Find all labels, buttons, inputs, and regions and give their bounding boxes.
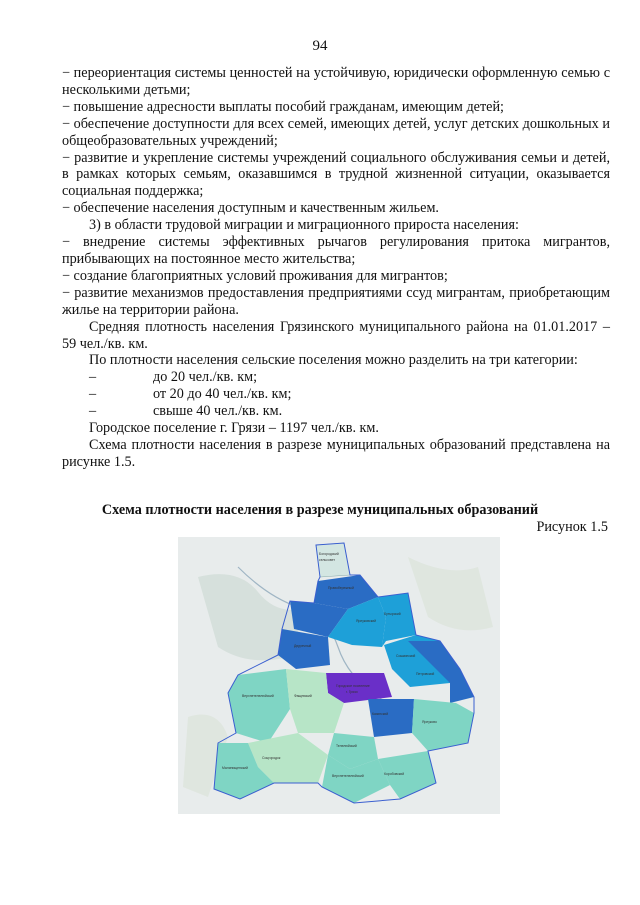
paragraph: − обеспечение населения доступным и качественным жильем. [62, 200, 439, 217]
region-label: Бутырский [384, 612, 401, 616]
paragraph: Схема плотности населения в разрезе муниципальных образований представлена на рисунке 1.5. [62, 436, 610, 470]
region-label: Верхнетелелюйский [242, 694, 274, 698]
list-item-text: от 20 до 40 чел./кв. км; [153, 386, 292, 403]
region-label: Малинищенский [222, 766, 248, 770]
paragraph: По плотности населения сельские поселения можно разделить на три категории: [89, 352, 578, 369]
paragraph: − обеспечение доступности для всех семей, имеющих детей, услуг детских дошкольных и общеобразовательных учреждений; [62, 115, 610, 149]
region-label: Телелюйский [336, 744, 357, 748]
region-label: Двуречный [294, 644, 312, 648]
paragraph: Городское поселение г. Грязи – 1197 чел./кв. км. [89, 420, 379, 437]
page-number: 94 [312, 38, 328, 54]
region-label: г. Грязи [346, 690, 358, 694]
paragraph: − повышение адресности выплаты пособий гражданам, имеющим детей; [62, 98, 504, 115]
body-text [62, 65, 610, 471]
region-label: Соцгородок [262, 756, 281, 760]
list-dash: – [89, 386, 97, 403]
region-label: Городское поселение [336, 684, 370, 688]
list-dash: – [89, 369, 97, 386]
figure-label: Рисунок 1.5 [536, 519, 608, 535]
paragraph: − создание благоприятных условий проживания для мигрантов; [62, 267, 448, 284]
region-label: Богородский [319, 552, 339, 556]
paragraph: Средняя плотность населения Грязинского муниципального района на 01.01.2017 – 59 чел./кв. км. [62, 318, 610, 352]
list-item-text: свыше 40 чел./кв. км. [153, 403, 283, 420]
region-label: Сошкинский [396, 654, 416, 658]
region-label: сельсовет [319, 558, 335, 562]
figure-title: Схема плотности населения в разрезе муниципальных образований [101, 502, 539, 518]
list-dash: – [89, 403, 97, 420]
region-label: Ярлуковский [356, 619, 377, 623]
region-label: Казинский [372, 712, 389, 716]
paragraph: − развитие механизмов предоставления предприятиями ссуд мигрантам, приобретающим жилье на территории района. [62, 284, 610, 318]
paragraph: − внедрение системы эффективных рычагов регулирования притока мигрантов, прибывающих на постоянное место жительства; [62, 234, 610, 267]
list-item [62, 369, 610, 386]
list-item-text: до 20 чел./кв. км; [153, 369, 258, 386]
region-label: Правобережный [328, 586, 354, 590]
density-map [178, 537, 500, 814]
region-label: Петровский [416, 672, 435, 676]
density-map-svg [178, 537, 500, 814]
paragraph: − переориентация системы ценностей на устойчивую, юридически оформленную семью с несколькими детьми; [62, 65, 610, 98]
region-center [368, 699, 414, 737]
paragraph: − развитие и укрепление системы учреждений социального обслуживания семьи и детей, в рамках которых семьям, оказавшимся в трудной жизненной ситуации, оказывается социальная поддержка; [62, 149, 610, 200]
list-item [62, 403, 610, 420]
region-label: Верхнетелелюйский [332, 774, 364, 778]
paragraph: 3) в области трудовой миграции и миграционного прироста населения: [89, 217, 519, 234]
region-label: Фащевский [294, 694, 312, 698]
region-label: Ярлуково [422, 720, 437, 724]
list-item [62, 386, 610, 403]
region-label: Коробовский [384, 772, 405, 776]
